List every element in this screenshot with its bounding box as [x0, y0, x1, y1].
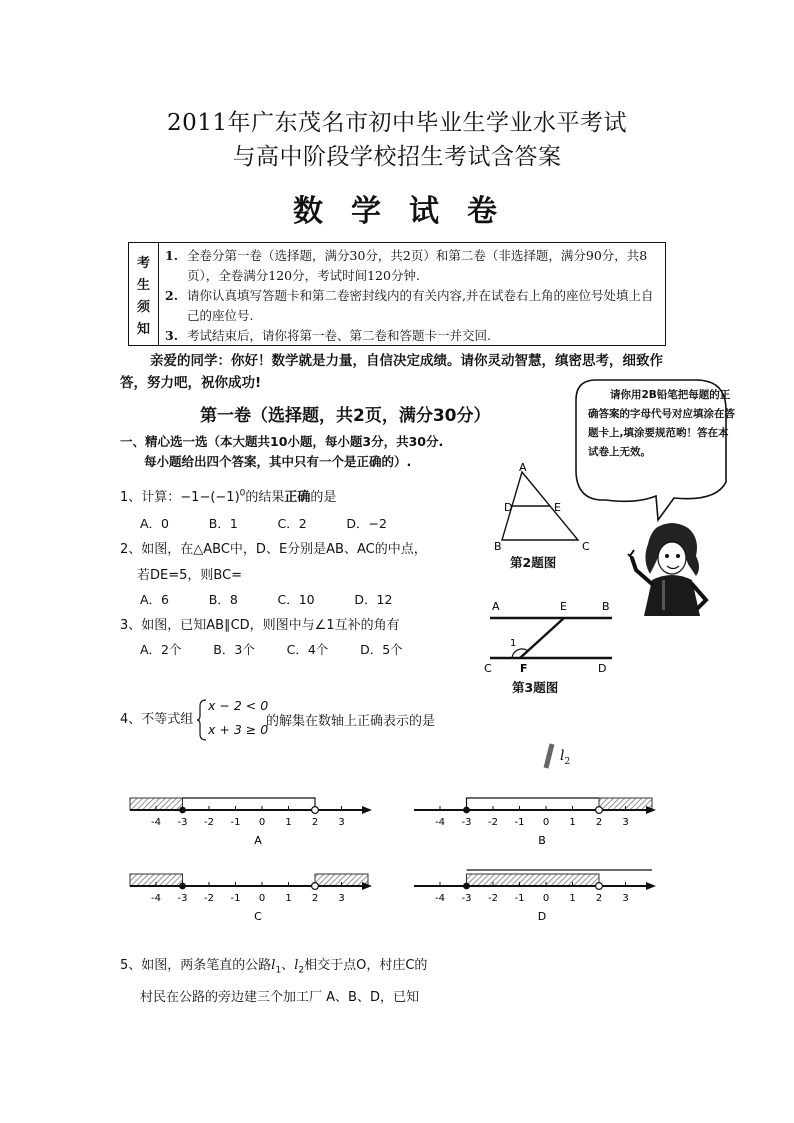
title-line-2: 与高中阶段学校招生考试含答案 [232, 144, 562, 170]
notice-label-char: 考 [136, 256, 150, 271]
tick-label: -1 [514, 893, 525, 904]
tick-label: -4 [435, 817, 445, 828]
q1-expression: −1−(−1) [180, 490, 240, 505]
greeting: 亲爱的同学：你好！数学就是力量，自信决定成绩。请你灵动智慧，缜密思考，细致作答，努力吧，祝你成功! [120, 353, 663, 391]
notice-box [128, 242, 666, 346]
notice-item-text: 考试结束后，请你将第一卷、第二卷和答题卡一并交回. [187, 328, 491, 343]
point-label-a: A [519, 462, 527, 474]
question-4-suffix: 的解集在数轴上正确表示的是 [266, 714, 436, 729]
point-label-d: D [504, 501, 513, 514]
tick-label: -4 [151, 817, 161, 828]
system-brace [196, 698, 208, 742]
tick-label: 2 [311, 893, 319, 904]
q1-suffix-end: 的是 [310, 490, 337, 505]
road-segment [546, 744, 552, 768]
q1-emphasis: 正确 [284, 490, 311, 505]
q1-suffix: 的结果 [245, 490, 285, 505]
tick-label: 3 [622, 817, 629, 828]
point-label-c: C [484, 662, 492, 675]
question-1 [120, 486, 336, 505]
cartoon-student-illustration [626, 520, 718, 620]
point-label-b: B [602, 600, 610, 613]
open-endpoint [596, 807, 603, 814]
option-label: D [537, 910, 547, 922]
q1-prefix: 1、计算： [120, 490, 181, 505]
notice-label-char: 须 [136, 300, 150, 315]
figure-3-caption: 第3题图 [512, 680, 559, 695]
bubble-text: 请你用2B铅笔把每题的正确答案的字母代号对应填涂在答题卡上,填涂要规范哟！答在本试卷上无效。 [588, 389, 735, 458]
tick-label: -3 [461, 893, 472, 904]
part-one-heading [120, 432, 510, 472]
question-2-line-1: 2、如图，在△ABC中，D、E分别是AB、AC的中点， [120, 542, 427, 557]
option-label: A [254, 834, 262, 846]
q5-road-l1-sub: 1 [275, 965, 282, 976]
tick-label: 3 [622, 893, 629, 904]
notice-label [129, 243, 159, 345]
tick-label: -3 [177, 817, 188, 828]
notice-label-char: 生 [136, 278, 150, 293]
road-label-sub: 2 [564, 756, 571, 767]
tick-label: -2 [204, 817, 214, 828]
q5-text-a: 5、如图，两条笔直的公路 [120, 958, 272, 973]
q5-road-l2: l [294, 958, 299, 973]
solid-endpoint [463, 883, 470, 890]
road-label-l2 [560, 748, 570, 767]
tick-label: 2 [595, 893, 603, 904]
q2-choices: A．6 B．8 C．10 D．12 [140, 592, 393, 607]
tick-label: 1 [285, 893, 292, 904]
notice-item [165, 326, 659, 346]
question-2-line-2: 若DE=5，则BC= [137, 568, 243, 583]
figure-2-caption: 第2题图 [510, 555, 557, 570]
tick-label: -1 [230, 893, 241, 904]
tick-label: -4 [435, 893, 445, 904]
tick-label: -2 [488, 817, 498, 828]
question-4-prefix: 4、不等式组 [120, 712, 194, 727]
number-line-option [410, 786, 660, 846]
question-5-line-2: 村民在公路的旁边建三个加工厂 A、B、D，已知 [140, 990, 419, 1005]
solid-endpoint [179, 883, 186, 890]
solid-endpoint [179, 807, 186, 814]
number-line-option [410, 862, 660, 922]
tick-label: 1 [569, 893, 576, 904]
tick-label: 2 [595, 817, 603, 828]
tick-label: 1 [285, 817, 292, 828]
notice-item-number: 1. [165, 248, 179, 263]
tick-label: -2 [204, 893, 214, 904]
inequality-1: x − 2 < 0 [208, 698, 269, 713]
transversal-ef [520, 618, 564, 658]
q5-separator: 、 [281, 958, 295, 973]
part-one-line-2: 每小题给出四个答案，其中只有一个是正确的）. [144, 454, 412, 469]
option-label: B [538, 834, 546, 846]
tick-label: 0 [542, 817, 550, 828]
point-label-c: C [582, 540, 590, 553]
tick-label: -2 [488, 893, 498, 904]
notice-item-text: 全卷分第一卷（选择题，满分30分，共2页）和第二卷（非选择题，满分90分，共8页），全卷满分120分，考试时间120分钟. [187, 248, 648, 283]
number-line-option [126, 862, 376, 922]
tick-label: 3 [338, 817, 345, 828]
title-line-1: 2011年广东茂名市初中毕业生学业水平考试 [166, 110, 628, 136]
q5-road-l2-sub: 2 [298, 965, 305, 976]
tick-label: -1 [230, 817, 241, 828]
point-label-d: D [598, 662, 607, 675]
tick-label: 0 [258, 893, 266, 904]
option-label: C [254, 910, 262, 922]
tick-label: 1 [569, 817, 576, 828]
solution-bracket [183, 798, 316, 810]
notice-item-number: 3. [165, 328, 179, 343]
part-one-line-1: 一、精心选一选（本大题共10小题，每小题3分，共30分. [120, 434, 444, 449]
tick-label: -4 [151, 893, 161, 904]
tick-label: -3 [177, 893, 188, 904]
inequality-2: x + 3 ≥ 0 [208, 722, 269, 737]
tick-label: -1 [514, 817, 525, 828]
point-label-a: A [492, 600, 500, 613]
tick-label: -3 [461, 817, 472, 828]
point-label-f: F [520, 662, 528, 675]
tick-label: 0 [542, 893, 550, 904]
number-line-option [126, 786, 376, 846]
q5-text-b: 相交于点O，村庄C的 [304, 958, 428, 973]
point-label-e: E [554, 501, 561, 514]
open-endpoint [596, 883, 603, 890]
question-3: 3、如图，已知AB∥CD，则图中与∠1互补的角有 [120, 618, 400, 633]
q1-exponent: 0 [239, 488, 246, 499]
question-5-line-1 [120, 954, 427, 976]
figure-3-parallel-lines [482, 596, 622, 678]
shaded-region [467, 874, 600, 886]
notice-item-number: 2. [165, 288, 179, 303]
notice-item-text: 请你认真填写答题卡和第二卷密封线内的有关内容,并在试卷右上角的座位号处填上自己的座位号. [187, 288, 654, 323]
angle-label-1: 1 [510, 638, 517, 649]
open-endpoint [312, 883, 319, 890]
notice-label-char: 知 [136, 322, 150, 337]
tick-label: 2 [311, 817, 319, 828]
q3-choices: A．2个 B．3个 C．4个 D．5个 [140, 642, 403, 657]
axis-arrow [362, 806, 372, 814]
solid-endpoint [463, 807, 470, 814]
point-label-b: B [494, 540, 502, 553]
solution-bracket [467, 798, 600, 810]
notice-item [165, 246, 659, 286]
section-title: 第一卷（选择题，共2页，满分30分） [200, 406, 491, 426]
point-label-e: E [560, 600, 567, 613]
axis-arrow [646, 882, 656, 890]
road-label-l: l [560, 748, 565, 764]
notice-item [165, 286, 659, 326]
q5-road-l1: l [271, 958, 276, 973]
tick-label: 3 [338, 893, 345, 904]
main-title: 数学试卷 [293, 194, 525, 229]
notice-body [165, 246, 659, 346]
open-endpoint [312, 807, 319, 814]
q1-choices: A．0 B．1 C．2 D．−2 [140, 516, 387, 531]
tick-label: 0 [258, 817, 266, 828]
